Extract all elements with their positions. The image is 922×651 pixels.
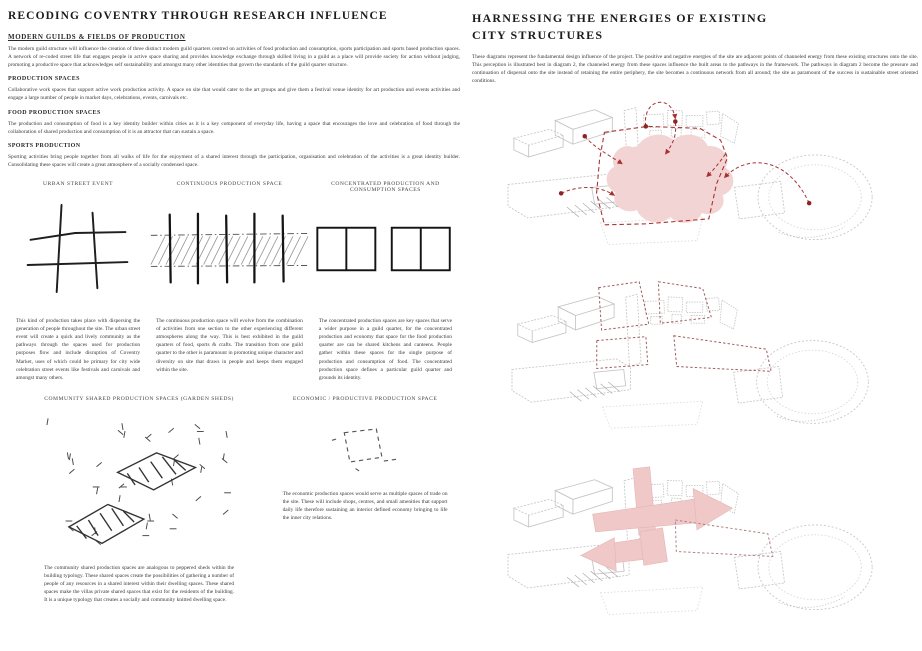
- page-title-right: [472, 10, 918, 45]
- intro-paragraph-right: These diagrams represent the fundamental design influence of the project. The positive and negative energies of the site are adjacent points of channeled energy from these existing structures onto the site. This perception is illustrated best in diagram 2, the channeled energy from these spaces influence the built areas to the pathways in the framework. The pathways in diagram 2 become the pressure and continuation of dispersal onto the site instead of retaining the entire periphery, the site becomes a continuous network from all around; the site as paramount of the success in sustainable street oriented conditions.: [472, 53, 918, 85]
- title-line-2: CITY STRUCTURES: [472, 28, 604, 43]
- community-shared-column: [8, 396, 270, 605]
- continuous-hatch: [151, 236, 308, 264]
- continuous-production-sketch: [149, 208, 309, 290]
- economic-production-column: [270, 396, 460, 605]
- subtitle-modern-guilds: MODERN GUILDS & FIELDS OF PRODUCTION: [8, 33, 186, 41]
- page-title-left: RECODING COVENTRY THROUGH RESEARCH INFLUENCE: [8, 10, 388, 22]
- diagram-row: [8, 181, 460, 295]
- urban-street-grid-sketch: [24, 203, 132, 295]
- section-body: The production and consumption of food is a key identity builder within cities as it is a key component of everyday life, having a space that encourages the love and celebration of food through the collaboration of shared production and consumption of it is an attractor that can sustain a space.: [8, 120, 460, 135]
- section-sports-production: [8, 143, 460, 169]
- section-food-production-spaces: [8, 110, 460, 136]
- channel-outlines-dashed: [597, 282, 771, 372]
- concentrated-production-sketch: [312, 220, 458, 278]
- intro-paragraph-left: The modern guild structure will influence the creation of three distinct modern guild quarters centred on activities of food production and consumption, sports participation and sports based production spaces. A network of re-coded street life that engages people in active space sharing and provides knowledge exchange through skilled living in a guild as a place will provide society for action without judging, promoting a productive space that acknowledges self sustainability and amongst many other identities that govern the standards of the guild quarter structure.: [8, 46, 460, 69]
- diagram-caption: The concentrated production spaces are key spaces that serve a wider purpose in a guild quarter, for the concentrated production and economy that space for the food production quarter are can be shared kitchens and canteens. People gather within these spaces for the single purpose of production and consumption of food. The concentrated production space defines a particular guild quarter and grounds its identity.: [318, 317, 452, 381]
- page-right: [466, 0, 922, 651]
- section-heading: PRODUCTION SPACES: [8, 76, 80, 83]
- pathway-right-dashed: [675, 520, 772, 556]
- section-heading: FOOD PRODUCTION SPACES: [8, 109, 101, 116]
- diagram-heading: CONTINUOUS PRODUCTION SPACE: [176, 180, 283, 187]
- diagram-caption: The continuous production space will evolve from the combination of activities from one section to the other experiencing different atmospheres along the way. This is best exhibited in the guild quarters of food, sports & crafts. The transition from one guild quarter to the other is paramount in promoting unique character and diversity on site that draws in people and keeps them engaged within the site.: [156, 317, 303, 373]
- diagram-caption-row: [8, 307, 460, 382]
- lower-heading: COMMUNITY SHARED PRODUCTION SPACES (GARDEN SHEDS): [44, 395, 234, 402]
- community-sheds-sketch: [40, 412, 238, 558]
- economic-caption: The economic production spaces would serve as multiple spaces of trade on the site. These will include shops, centres, and small amenities that support daily life therefore sustaining an interior defined economy bringing to life the inner city relations.: [282, 490, 448, 522]
- diagram-col-urban-street-event: [8, 181, 148, 295]
- diagram-col-continuous-production: [148, 181, 311, 295]
- section-body: Collaborative work spaces that support active work production activity. A space on site that would cater to the art groups and give them a festival venue identity for art production and events activities and engage a large number of people in market days, celebrations, events, carnivals etc.: [8, 87, 460, 102]
- energy-diagram-2-channels: [472, 276, 918, 459]
- economic-space-sketch: [305, 412, 425, 478]
- section-production-spaces: [8, 76, 460, 102]
- diagram-heading: CONCENTRATED PRODUCTION AND CONSUMPTION SPACES: [331, 180, 440, 193]
- diagram-col-concentrated-production: [311, 181, 460, 295]
- diagram-caption: This kind of production takes place with dispersing the generation of people throughout the site. The urban street event will create a quick and lively community as the pathways through the spaces used for production purposes flow and include disruption of Coventry Market, uses of which could be primary for city wide celebration street events like festivals and carnivals and amongst many others.: [16, 317, 141, 381]
- energy-diagram-3-network: [472, 459, 918, 646]
- community-scatter: [47, 418, 231, 544]
- lower-heading: ECONOMIC / PRODUCTIVE PRODUCTION SPACE: [292, 395, 438, 402]
- diagram-heading: URBAN STREET EVENT: [42, 180, 114, 187]
- lower-section: [8, 396, 460, 605]
- pathway-fills: [581, 467, 733, 571]
- energy-diagram-1-attraction: [472, 89, 918, 276]
- section-body: Sporting activities bring people together from all walks of life for the enjoyment of a shared interest through the participation, organisation and celebration of the activities is a great identity builder. Consolidating these spaces will create a great atmosphere of a socially condensed space.: [8, 153, 460, 168]
- community-caption: The community shared production spaces are analogous to peppered sheds within the building typology. These shared spaces create the possibilities of gathering a number of people of any resources in a shared interest within their dwelling spaces. These shared spaces make the villas private shared spaces that exist for the residents of the building. It is a unique typology that creates a socially and community knitted dwelling space.: [44, 564, 235, 604]
- title-line-1: HARNESSING THE ENERGIES OF EXISTING: [472, 11, 768, 25]
- section-heading: SPORTS PRODUCTION: [8, 142, 81, 149]
